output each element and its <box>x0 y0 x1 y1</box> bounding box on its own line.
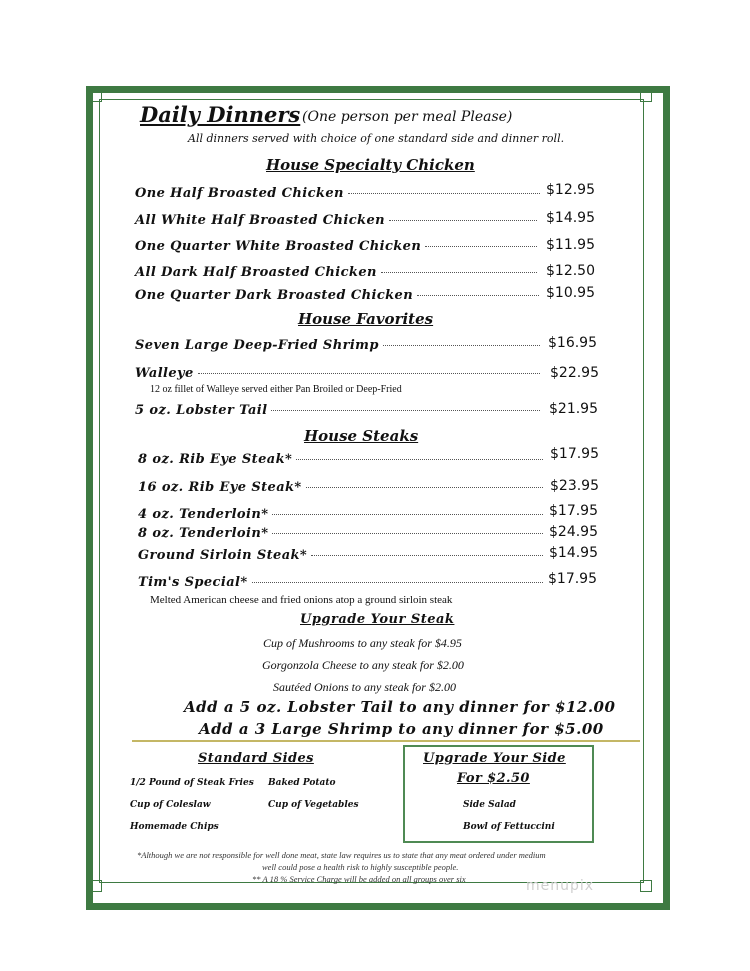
section-heading-steaks: House Steaks <box>304 427 419 445</box>
watermark-logo: menupix <box>526 878 595 894</box>
corner-ornament <box>640 90 652 102</box>
upgrade-side-heading: Upgrade Your Side <box>423 751 566 766</box>
item-description: 12 oz fillet of Walleye served either Pan Broiled or Deep-Fried <box>150 384 402 395</box>
side-item: Baked Potato <box>268 778 336 788</box>
item-description: Melted American cheese and fried onions atop a ground sirloin steak <box>150 594 453 606</box>
footer-disclaimer: *Although we are not responsible for well done meat, state law requires us to state that any meat ordered under medium <box>137 850 546 860</box>
menu-price: $14.95 <box>546 210 595 226</box>
side-item: Bowl of Fettuccini <box>463 822 555 832</box>
menu-price: $12.95 <box>546 182 595 198</box>
dinner-note: All dinners served with choice of one standard side and dinner roll. <box>188 132 565 145</box>
menu-price: $17.95 <box>549 503 598 519</box>
menu-item: All White Half Broasted Chicken <box>135 213 537 228</box>
menu-price: $12.50 <box>546 263 595 279</box>
menu-item: One Half Broasted Chicken <box>135 186 540 201</box>
side-item: Cup of Vegetables <box>268 800 359 810</box>
menu-item: 5 oz. Lobster Tail <box>135 403 540 418</box>
menu-price: $11.95 <box>546 237 595 253</box>
menu-price: $24.95 <box>549 524 598 540</box>
side-item: Homemade Chips <box>130 822 219 832</box>
menu-item: 8 oz. Tenderloin* <box>138 526 543 541</box>
menu-item: Walleye <box>135 366 540 381</box>
menu-item: One Quarter White Broasted Chicken <box>135 239 537 254</box>
menu-price: $16.95 <box>548 335 597 351</box>
menu-price: $23.95 <box>550 478 599 494</box>
footer-service-charge: ** A 18 % Service Charge will be added on all groups over six <box>252 874 466 884</box>
footer-disclaimer: well could pose a health risk to highly susceptible people. <box>262 862 459 872</box>
menu-price: $22.95 <box>550 365 599 381</box>
side-item: Side Salad <box>463 800 516 810</box>
side-item: Cup of Coleslaw <box>130 800 211 810</box>
corner-ornament <box>90 90 102 102</box>
corner-ornament <box>90 880 102 892</box>
menu-item: All Dark Half Broasted Chicken <box>135 265 537 280</box>
menu-price: $14.95 <box>549 545 598 561</box>
menu-price: $21.95 <box>549 401 598 417</box>
section-heading-chicken: House Specialty Chicken <box>266 156 475 174</box>
page-title: Daily Dinners <box>140 102 301 127</box>
menu-price: $17.95 <box>550 446 599 462</box>
menu-price: $10.95 <box>546 285 595 301</box>
menu-item: 16 oz. Rib Eye Steak* <box>138 480 543 495</box>
side-item: 1/2 Pound of Steak Fries <box>130 778 254 788</box>
menu-price: $17.95 <box>548 571 597 587</box>
menu-item: 8 oz. Rib Eye Steak* <box>138 452 543 467</box>
menu-item: 4 oz. Tenderloin* <box>138 507 543 522</box>
menu-item: Tim's Special* <box>138 575 543 590</box>
page-subtitle: (One person per meal Please) <box>302 109 513 125</box>
addon-offer: Add a 3 Large Shrimp to any dinner for $5.00 <box>199 720 604 738</box>
addon-offer: Add a 5 oz. Lobster Tail to any dinner for $12.00 <box>184 698 616 716</box>
upgrade-side-price: For $2.50 <box>457 771 530 786</box>
divider <box>132 740 640 742</box>
menu-item: Seven Large Deep-Fried Shrimp <box>135 338 540 353</box>
upgrade-option: Sautéed Onions to any steak for $2.00 <box>273 680 456 694</box>
section-heading-upgrade-steak: Upgrade Your Steak <box>300 612 455 627</box>
standard-sides-heading: Standard Sides <box>198 751 314 766</box>
upgrade-option: Cup of Mushrooms to any steak for $4.95 <box>263 636 462 650</box>
menu-item: One Quarter Dark Broasted Chicken <box>135 288 539 303</box>
menu-item: Ground Sirloin Steak* <box>138 548 543 563</box>
corner-ornament <box>640 880 652 892</box>
section-heading-favorites: House Favorites <box>298 310 434 328</box>
upgrade-option: Gorgonzola Cheese to any steak for $2.00 <box>262 658 464 672</box>
